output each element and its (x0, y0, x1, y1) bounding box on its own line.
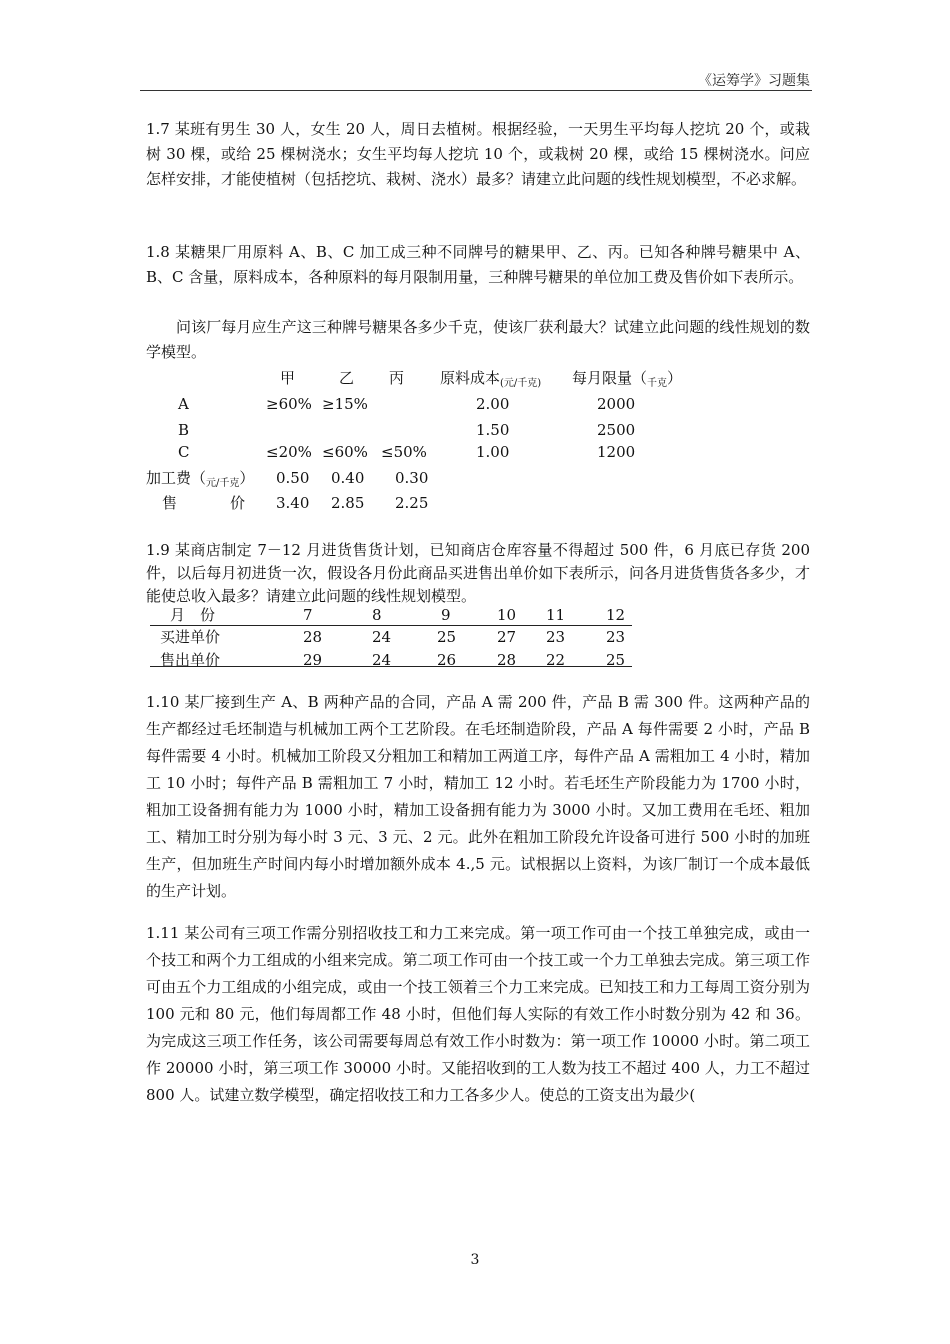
month-9: 9 (441, 606, 451, 624)
cell-a-jia: ≥60% (266, 395, 312, 413)
cell-c-yi: ≤60% (322, 443, 368, 461)
month-12: 12 (606, 606, 626, 624)
row-label-buy: 买进单价 (160, 628, 221, 646)
cell-a-limit: 2000 (597, 395, 636, 413)
month-10: 10 (497, 606, 517, 624)
sell-11: 22 (546, 651, 566, 669)
col-header-yi: 乙 (339, 369, 355, 387)
buy-11: 23 (546, 628, 566, 646)
buy-10: 27 (497, 628, 517, 646)
problem-1-11: 1.11 某公司有三项工作需分别招收技工和力工来完成。第一项工作可由一个技工单独完成，或由一个技工和两个力工组成的小组来完成。第二项工作可由一个技工或一个力工单独去完成。第三项工作可由五个力工组成的小组完成，或由一个技工领着三个力工来完成。已知技工和力工每周工资分别为 100 元和 80 元，他们每周都工作 48 小时，但他们每人实际的有效工作小时数分别为 42 和 36。为完成这三项工作任务，该公司需要每周总有效工作小时数为：第一项工作 10000 小时。第二项工作 20000 小时，第三项工作 30000 小时。又能招收到的工人数为技工不超过 400 人，力工不超过 800 人。试建立数学模型，确定招收技工和力工各多少人。使总的工资支出为最少( (146, 924, 810, 1104)
cell-c-cost: 1.00 (476, 443, 510, 461)
sell-9: 26 (437, 651, 457, 669)
col-header-jia: 甲 (280, 369, 296, 387)
cell-a-cost: 2.00 (476, 395, 510, 413)
month-7: 7 (303, 606, 313, 624)
problem-1-10: 1.10 某厂接到生产 A、B 两种产品的合同，产品 A 需 200 件，产品 B 需 300 件。这两种产品的生产都经过毛坯制造与机械加工两个工艺阶段。在毛坯制造阶段，产品 A 每件需要 2 小时，产品 B 每件需要 4 小时。机械加工阶段又分粗加工和精加工两道工序，每件产品 A 需粗加工 4 小时，精加工 10 小时；每件产品 B 需粗加工 7 小时，精加工 12 小时。若毛坯生产阶段能力为 1700 小时，粗加工设备拥有能力为 1000 小时，精加工设备拥有能力为 3000 小时。又加工费用在毛坯、粗加工、精加工时分别为每小时 3 元、3 元、2 元。此外在粗加工阶段允许设备可进行 500 小时的加班生产，但加班生产时间内每小时增加额外成本 4.,5 元。试根据以上资料，为该厂制订一个成本最低的生产计划。 (146, 693, 810, 900)
month-11: 11 (546, 606, 566, 624)
sell-12: 25 (606, 651, 626, 669)
cell-price-bing: 2.25 (395, 494, 429, 512)
page-number: 3 (470, 1252, 480, 1268)
row-label-a: A (178, 395, 189, 413)
col-header-limit: 每月限量$(_{千克})$ (572, 369, 683, 389)
row-label-fee: 加工费$(_{元/千克})$ (146, 469, 255, 489)
cell-c-jia: ≤20% (266, 443, 312, 461)
table-rule-bottom (150, 666, 632, 667)
cell-b-limit: 2500 (597, 421, 636, 439)
cell-c-bing: ≤50% (381, 443, 427, 461)
month-8: 8 (372, 606, 382, 624)
row-label-b: B (178, 421, 190, 439)
row-label-c: C (178, 443, 190, 461)
row-label-month: 月 份 (170, 606, 216, 624)
cell-price-jia: 3.40 (276, 494, 310, 512)
sell-8: 24 (372, 651, 392, 669)
cell-fee-jia: 0.50 (276, 469, 310, 487)
header-rule (140, 90, 812, 91)
running-header: 《运筹学》习题集 (698, 73, 810, 89)
sell-7: 29 (303, 651, 323, 669)
row-label-sell: 售出单价 (160, 651, 221, 669)
col-header-cost: 原料成本$_{(元/千克)}$ (440, 369, 542, 389)
buy-9: 25 (437, 628, 457, 646)
cell-price-yi: 2.85 (331, 494, 365, 512)
buy-8: 24 (372, 628, 392, 646)
buy-12: 23 (606, 628, 626, 646)
table-rule-top (150, 625, 632, 626)
cell-a-yi: ≥15% (322, 395, 368, 413)
problem-1-8-question: 问该厂每月应生产这三种牌号糖果各多少千克，使该厂获利最大？试建立此问题的线性规划的数学模型。 (146, 318, 810, 361)
cell-b-cost: 1.50 (476, 421, 510, 439)
problem-1-9: 1.9 某商店制定 7－12 月进货售货计划，已知商店仓库容量不得超过 500 件，6 月底已存货 200 件，以后每月初进货一次，假设各月份此商品买进售出单价如下表所示，问各月进货售货各多少，才能使总收入最多？请建立此问题的线性规划模型。 (146, 541, 810, 605)
row-label-price-2: 价 (230, 494, 246, 512)
col-header-bing: 丙 (389, 369, 405, 387)
row-label-price-1: 售 (162, 494, 178, 512)
cell-c-limit: 1200 (597, 443, 636, 461)
buy-7: 28 (303, 628, 323, 646)
cell-fee-bing: 0.30 (395, 469, 429, 487)
sell-10: 28 (497, 651, 517, 669)
problem-1-8-intro: 1.8 某糖果厂用原料 A、B、C 加工成三种不同牌号的糖果甲、乙、丙。已知各种牌号糖果中 A、B、C 含量，原料成本，各种原料的每月限制用量，三种牌号糖果的单位加工费及售价如下表所示。 (146, 243, 810, 286)
problem-1-7: 1.7 某班有男生 30 人，女生 20 人，周日去植树。根据经验，一天男生平均每人挖坑 20 个，或栽树 30 棵，或给 25 棵树浇水；女生平均每人挖坑 10 个，或栽树 20 棵，或给 15 棵树浇水。问应怎样安排，才能使植树（包括挖坑、栽树、浇水）最多？请建立此问题的线性规划模型，不必求解。 (146, 120, 810, 188)
cell-fee-yi: 0.40 (331, 469, 365, 487)
